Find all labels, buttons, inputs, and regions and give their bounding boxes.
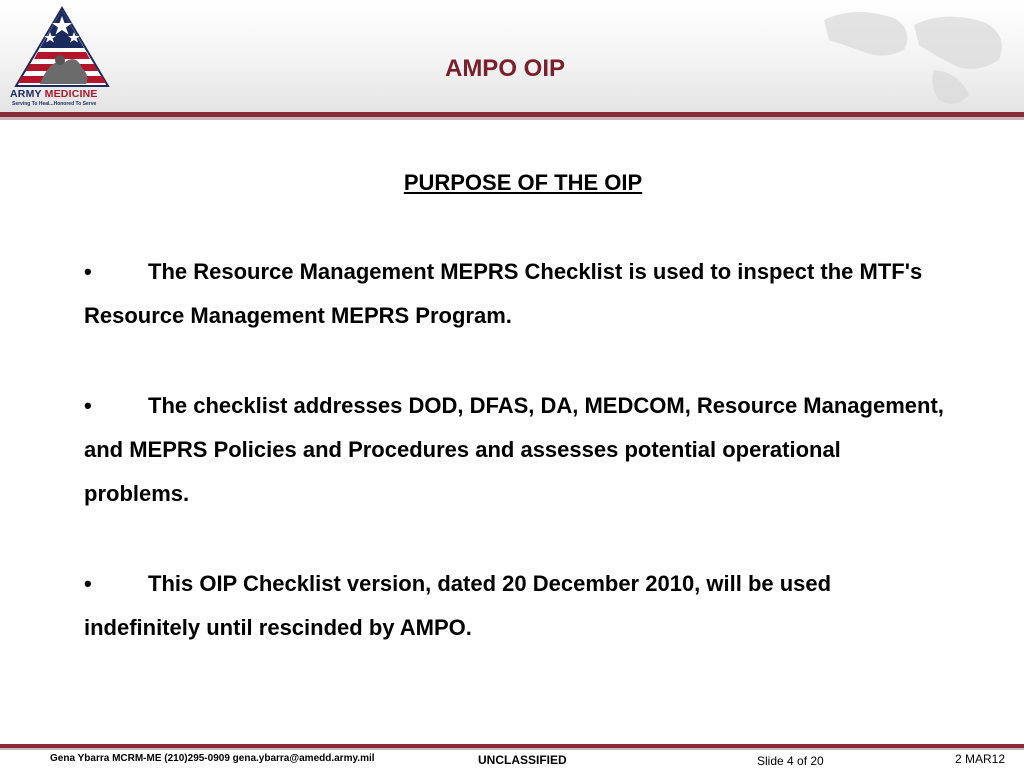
slide-footer xyxy=(0,750,1024,768)
footer-date: 2 MAR12 xyxy=(955,752,1006,766)
header-divider-shadow xyxy=(0,117,1024,120)
logo-army-text: ARMY xyxy=(10,88,42,100)
bullet-paragraph xyxy=(84,384,944,516)
slide-number: Slide 4 of 20 xyxy=(757,754,824,768)
bullet-paragraph xyxy=(84,250,944,338)
bullet-text: The checklist addresses DOD, DFAS, DA, MEDCOM, Resource Management, and MEPRS Policies and Procedures and assesses potential operational problems. xyxy=(84,393,944,506)
bullet-paragraph xyxy=(84,562,944,650)
logo-wordmark xyxy=(10,88,114,100)
section-heading: PURPOSE OF THE OIP xyxy=(403,170,643,195)
logo-motto: Serving To Heal...Honored To Serve xyxy=(12,101,97,107)
bullet-text: The Resource Management MEPRS Checklist is used to inspect the MTF's Resource Management MEPRS Program. xyxy=(84,259,923,328)
slide-header xyxy=(0,0,1024,112)
bullet-marker: • xyxy=(84,571,92,596)
slide-title: AMPO OIP xyxy=(444,55,565,82)
bullet-text: This OIP Checklist version, dated 20 December 2010, will be used indefinitely until rescinded by AMPO. xyxy=(84,571,832,640)
bullet-marker: • xyxy=(84,393,92,418)
logo-medicine-text: MEDICINE xyxy=(44,88,98,100)
footer-contact: Gena Ybarra MCRM-ME (210)295-0909 gena.ybarra@amedd.army.mil xyxy=(50,753,375,764)
classification-label: UNCLASSIFIED xyxy=(478,753,567,767)
bullet-marker: • xyxy=(84,259,92,284)
